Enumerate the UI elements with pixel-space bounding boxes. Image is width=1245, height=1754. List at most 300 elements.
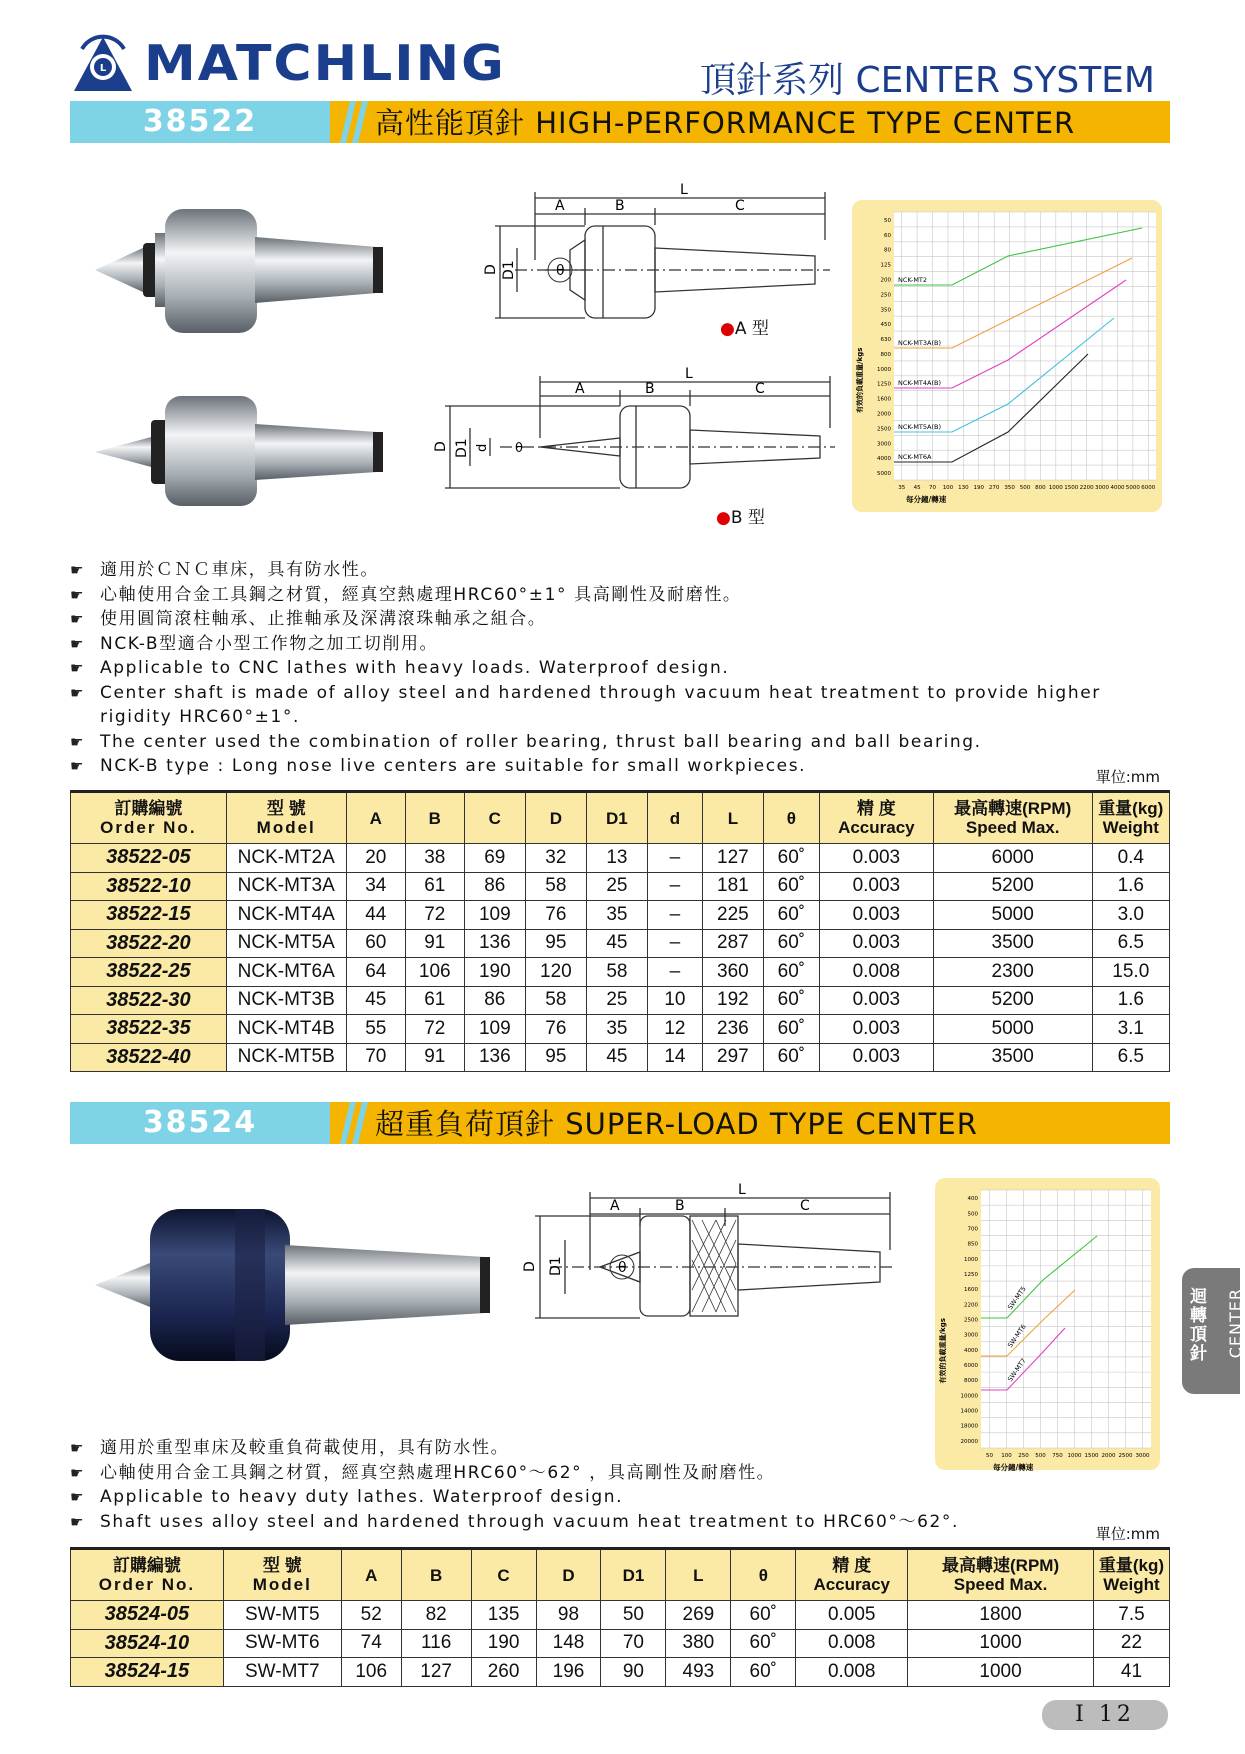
table-cell: 148 — [536, 1629, 601, 1658]
col-speed: 最高轉速(RPM) Speed Max. — [908, 1549, 1094, 1601]
table-row — [71, 929, 1170, 958]
table-cell: 25 — [586, 986, 647, 1015]
model-cell: NCK-MT3B — [226, 986, 346, 1015]
table-cell: 58 — [586, 958, 647, 987]
x-tick-label: 3000 — [1095, 485, 1110, 491]
table-cell: 192 — [702, 986, 763, 1015]
table-cell: 136 — [464, 1043, 525, 1072]
table-cell: 60˚ — [763, 901, 819, 930]
section-title: 超重負荷頂針 SUPER-LOAD TYPE CENTER — [375, 1107, 978, 1141]
matchling-logo-icon — [70, 33, 136, 95]
series-title: 頂針系列 CENTER SYSTEM — [700, 60, 1155, 101]
table-cell: 60˚ — [731, 1658, 796, 1687]
table-row — [71, 1015, 1170, 1044]
table-cell: 38 — [405, 844, 464, 873]
svg-text:θ: θ — [618, 1260, 627, 1276]
series-label: NCK-MT2 — [898, 276, 928, 284]
x-tick-label: 130 — [958, 485, 969, 491]
model-cell: SW-MT7 — [223, 1658, 341, 1687]
table-cell: – — [647, 844, 702, 873]
table-cell: 380 — [666, 1629, 731, 1658]
x-tick-label: 270 — [988, 485, 1000, 491]
table-cell: 13 — [586, 844, 647, 873]
table-cell: 109 — [464, 901, 525, 930]
y-tick-label: 14000 — [960, 1408, 978, 1415]
y-tick-label: 2200 — [964, 1302, 978, 1309]
side-tab-center[interactable] — [1182, 1268, 1245, 1394]
table-cell: 269 — [666, 1601, 731, 1630]
col-A: A — [341, 1549, 401, 1601]
series-label: NCK-MT3A(B) — [898, 339, 942, 347]
dim-L-sl: L — [738, 1182, 746, 1198]
table-cell: 25 — [586, 872, 647, 901]
dim-L: L — [680, 182, 688, 198]
table-cell: 0.008 — [819, 958, 933, 987]
table-cell: 82 — [401, 1601, 471, 1630]
col-model: 型 號 Model — [226, 792, 346, 844]
dim-A: A — [555, 198, 565, 214]
y-tick-label: 250 — [880, 292, 891, 299]
col-D: D — [536, 1549, 601, 1601]
y-tick-label: 700 — [967, 1226, 978, 1233]
x-tick-label: 500 — [1019, 485, 1031, 491]
table-cell: – — [647, 958, 702, 987]
table-cell: 72 — [405, 1015, 464, 1044]
model-cell: NCK-MT3A — [226, 872, 346, 901]
y-tick-label: 1600 — [964, 1287, 978, 1294]
table-cell: 2300 — [933, 958, 1092, 987]
pointing-hand-icon: ☛ — [70, 634, 84, 653]
y-tick-label: 2500 — [877, 426, 891, 433]
table-cell: 127 — [702, 844, 763, 873]
brand-header — [70, 32, 506, 96]
dim-D1-b: D1 — [454, 438, 470, 458]
col-theta: θ — [731, 1549, 796, 1601]
y-tick-label: 60 — [884, 232, 891, 239]
pointing-hand-icon: ☛ — [70, 1463, 84, 1482]
note-item: ☛ 心軸使用合金工具鋼之材質，經真空熱處理HRC60°～62° ，具高剛性及耐磨性。 — [70, 1461, 959, 1486]
section-code: 38522 — [70, 101, 330, 143]
x-tick-label: 2200 — [1079, 485, 1094, 491]
y-tick-label: 200 — [880, 277, 891, 284]
x-tick-label: 2500 — [1118, 1453, 1133, 1459]
x-tick-label: 45 — [913, 485, 921, 491]
series-label: NCK-MT4A(B) — [898, 379, 942, 387]
table-cell: – — [647, 901, 702, 930]
table-cell: 60 — [346, 929, 405, 958]
x-tick-label: 800 — [1035, 485, 1046, 491]
table-cell: 70 — [601, 1629, 666, 1658]
y-tick-label: 5000 — [877, 471, 891, 478]
table-cell: 60˚ — [763, 929, 819, 958]
y-tick-label: 4000 — [964, 1347, 978, 1354]
table-cell: 60˚ — [731, 1629, 796, 1658]
x-tick-label: 190 — [973, 485, 985, 491]
red-dot-icon: ● — [716, 508, 731, 528]
table-cell: 297 — [702, 1043, 763, 1072]
model-cell: NCK-MT4B — [226, 1015, 346, 1044]
table-cell: 76 — [525, 901, 586, 930]
order-number-cell: 38522-15 — [71, 901, 227, 930]
x-tick-label: 3000 — [1135, 1453, 1150, 1459]
y-tick-label: 3000 — [964, 1332, 978, 1339]
col-weight: 重量(kg) Weight — [1092, 792, 1169, 844]
y-tick-label: 10000 — [960, 1393, 978, 1400]
table-row — [71, 986, 1170, 1015]
dim-C: C — [735, 198, 745, 214]
dim-d-b: d — [475, 443, 490, 452]
note-item: ☛ NCK-B型適合小型工作物之加工切削用。 — [70, 632, 1101, 657]
table-cell: 109 — [464, 1015, 525, 1044]
x-tick-label: 4000 — [1110, 485, 1125, 491]
x-tick-label: 6000 — [1141, 485, 1156, 491]
table-cell: 136 — [464, 929, 525, 958]
dim-D-b: D — [433, 441, 449, 452]
y-tick-label: 18000 — [960, 1423, 978, 1430]
col-C: C — [471, 1549, 536, 1601]
table-cell: 74 — [341, 1629, 401, 1658]
y-axis-label: 有效的負載重量/kgs — [856, 347, 864, 413]
col-L: L — [702, 792, 763, 844]
table-cell: 0.003 — [819, 1043, 933, 1072]
y-tick-label: 1250 — [964, 1271, 978, 1278]
x-axis-label: 每分鐘/轉速 — [906, 495, 947, 504]
y-tick-label: 50 — [884, 217, 891, 224]
svg-text:L: L — [99, 63, 107, 74]
x-tick-label: 1000 — [1048, 485, 1063, 491]
table-cell: 493 — [666, 1658, 731, 1687]
table-cell: 41 — [1093, 1658, 1169, 1687]
brand-name: MATCHLING — [144, 35, 506, 93]
table-cell: – — [647, 929, 702, 958]
y-tick-label: 1250 — [877, 381, 891, 388]
table-cell: 45 — [586, 1043, 647, 1072]
col-order: 訂購編號 Order No. — [71, 792, 227, 844]
order-number-cell: 38522-20 — [71, 929, 227, 958]
col-D1: D1 — [586, 792, 647, 844]
table-cell: 0.008 — [796, 1658, 908, 1687]
table-cell: 6000 — [933, 844, 1092, 873]
table-cell: 86 — [464, 986, 525, 1015]
table-cell: 91 — [405, 929, 464, 958]
pointing-hand-icon: ☛ — [70, 1439, 84, 1457]
note-item: ☛ Shaft uses alloy steel and hardened through vacuum heat treatment to HRC60°～62°. — [70, 1510, 959, 1535]
table-cell: 58 — [525, 986, 586, 1015]
table-cell: 236 — [702, 1015, 763, 1044]
table-cell: 32 — [525, 844, 586, 873]
pointing-hand-icon: ☛ — [70, 732, 84, 751]
table-cell: 91 — [405, 1043, 464, 1072]
order-number-cell: 38522-30 — [71, 986, 227, 1015]
x-axis-label: 每分鐘/轉速 — [993, 1463, 1034, 1472]
model-cell: SW-MT6 — [223, 1629, 341, 1658]
col-A: A — [346, 792, 405, 844]
table-cell: 0.003 — [819, 929, 933, 958]
series-label: SW-MT7 — [1006, 1356, 1028, 1384]
table-cell: 90 — [601, 1658, 666, 1687]
table-cell: 0.003 — [819, 872, 933, 901]
table-cell: 60˚ — [763, 844, 819, 873]
product-image-type-a — [95, 205, 425, 345]
col-D1: D1 — [601, 1549, 666, 1601]
table-cell: 5200 — [933, 872, 1092, 901]
type-b-text: B 型 — [730, 508, 765, 528]
note-item-continuation: rigidity HRC60°±1°. — [100, 707, 300, 727]
order-number-cell: 38524-15 — [71, 1658, 224, 1687]
table-cell: 76 — [525, 1015, 586, 1044]
y-tick-label: 2000 — [877, 411, 891, 418]
order-number-cell: 38522-10 — [71, 872, 227, 901]
drawing-type-a — [485, 180, 835, 344]
col-model: 型 號 Model — [223, 1549, 341, 1601]
table-cell: 34 — [346, 872, 405, 901]
col-theta: θ — [763, 792, 819, 844]
table-cell: 60˚ — [763, 958, 819, 987]
y-tick-label: 6000 — [964, 1363, 978, 1370]
dim-C-sl: C — [800, 1198, 810, 1214]
table-cell: 260 — [471, 1658, 536, 1687]
table-cell: 0.005 — [796, 1601, 908, 1630]
col-L: L — [666, 1549, 731, 1601]
table-cell: 95 — [525, 1043, 586, 1072]
note-item: ☛ Applicable to heavy duty lathes. Waterproof design. — [70, 1485, 959, 1510]
order-number-cell: 38524-05 — [71, 1601, 224, 1630]
product-image-super-load — [95, 1205, 495, 1365]
section-bar-38524 — [70, 1102, 1170, 1144]
table-cell: 12 — [647, 1015, 702, 1044]
table-row — [71, 901, 1170, 930]
table-cell: 181 — [702, 872, 763, 901]
table-cell: 60˚ — [763, 1015, 819, 1044]
dim-A-b: A — [575, 381, 585, 397]
order-number-cell: 38524-10 — [71, 1629, 224, 1658]
table-cell: 6.5 — [1092, 1043, 1169, 1072]
y-tick-label: 500 — [967, 1211, 978, 1218]
y-tick-label: 400 — [967, 1196, 978, 1203]
note-item: ☛ 使用圓筒滾柱軸承、止推軸承及深溝滾珠軸承之組合。 — [70, 607, 1101, 632]
table-cell: 196 — [536, 1658, 601, 1687]
pointing-hand-icon: ☛ — [70, 1512, 84, 1531]
col-C: C — [464, 792, 525, 844]
series-label: NCK-MT6A — [898, 453, 932, 461]
table-cell: 360 — [702, 958, 763, 987]
y-tick-label: 1000 — [877, 366, 891, 373]
series-label: NCK-MT5A(B) — [898, 423, 942, 431]
table-cell: 35 — [586, 901, 647, 930]
y-tick-label: 350 — [880, 307, 891, 314]
note-item: ☛ 適用於重型車床及較重負荷載使用，具有防水性。 — [70, 1436, 959, 1461]
dim-L-b: L — [685, 366, 693, 382]
table-cell: 1.6 — [1092, 872, 1169, 901]
table-cell: 98 — [536, 1601, 601, 1630]
notes-section-2 — [70, 1436, 959, 1534]
pointing-hand-icon: ☛ — [70, 757, 84, 775]
table-cell: 10 — [647, 986, 702, 1015]
table-cell: 3.1 — [1092, 1015, 1169, 1044]
col-accuracy: 精 度 Accuracy — [796, 1549, 908, 1601]
table-cell: 60˚ — [731, 1601, 796, 1630]
x-tick-label: 500 — [1035, 1453, 1046, 1459]
x-tick-label: 5000 — [1125, 485, 1140, 491]
y-axis-label: 有效的負載重量/kgs — [939, 1318, 947, 1384]
table-cell: – — [647, 872, 702, 901]
note-item: ☛ The center used the combination of roller bearing, thrust ball bearing and ball bearing. — [70, 730, 1101, 755]
table-cell: 3.0 — [1092, 901, 1169, 930]
table-row — [71, 958, 1170, 987]
dim-C-b: C — [755, 381, 765, 397]
table-cell: 70 — [346, 1043, 405, 1072]
col-B: B — [405, 792, 464, 844]
pointing-hand-icon: ☛ — [70, 1488, 84, 1506]
table-cell: 86 — [464, 872, 525, 901]
table-cell: 190 — [464, 958, 525, 987]
red-dot-icon: ● — [720, 319, 735, 339]
y-tick-label: 125 — [880, 262, 891, 269]
y-tick-label: 1600 — [877, 396, 891, 403]
svg-text:θ: θ — [515, 441, 523, 456]
slash-divider-icon — [332, 101, 372, 143]
type-b-label — [716, 503, 765, 528]
y-tick-label: 3000 — [877, 441, 891, 448]
table-cell: 116 — [401, 1629, 471, 1658]
spec-table-38522 — [70, 790, 1170, 1072]
x-tick-label: 750 — [1052, 1453, 1063, 1459]
note-item: ☛ Applicable to CNC lathes with heavy loads. Waterproof design. — [70, 656, 1101, 681]
y-tick-label: 8000 — [964, 1378, 978, 1385]
svg-text:θ: θ — [556, 263, 565, 279]
col-D: D — [525, 792, 586, 844]
col-speed: 最高轉速(RPM) Speed Max. — [933, 792, 1092, 844]
table-row — [71, 1629, 1170, 1658]
y-tick-label: 850 — [967, 1241, 978, 1248]
table-cell: 7.5 — [1093, 1601, 1169, 1630]
y-tick-label: 80 — [884, 247, 891, 254]
table-cell: 61 — [405, 986, 464, 1015]
section-title: 高性能頂針 HIGH-PERFORMANCE TYPE CENTER — [375, 106, 1076, 140]
dim-D: D — [483, 264, 499, 275]
note-item: ☛ NCK-B type : Long nose live centers are suitable for small workpieces. — [70, 754, 1101, 779]
x-tick-label: 100 — [1001, 1453, 1012, 1459]
table-cell: 72 — [405, 901, 464, 930]
x-tick-label: 100 — [942, 485, 954, 491]
y-tick-label: 800 — [880, 351, 891, 358]
notes-section-1 — [70, 558, 1101, 779]
model-cell: NCK-MT5A — [226, 929, 346, 958]
table-cell: 69 — [464, 844, 525, 873]
col-weight: 重量(kg) Weight — [1093, 1549, 1169, 1601]
y-tick-label: 1000 — [964, 1256, 978, 1263]
table-row — [71, 1658, 1170, 1687]
x-tick-label: 2000 — [1101, 1453, 1116, 1459]
table-cell: 55 — [346, 1015, 405, 1044]
type-a-label — [720, 314, 769, 339]
note-item: ☛ 適用於ＣＮＣ車床，具有防水性。 — [70, 558, 1101, 583]
pointing-hand-icon: ☛ — [70, 683, 84, 702]
table-cell: 95 — [525, 929, 586, 958]
col-d: d — [647, 792, 702, 844]
table-cell: 0.003 — [819, 986, 933, 1015]
table-cell: 60˚ — [763, 986, 819, 1015]
model-cell: NCK-MT2A — [226, 844, 346, 873]
unit-label-1: 單位:mm — [1095, 768, 1160, 786]
dim-B-sl: B — [675, 1198, 685, 1214]
table-cell: 5000 — [933, 1015, 1092, 1044]
unit-label-2: 單位:mm — [1095, 1525, 1160, 1543]
table-cell: 135 — [471, 1601, 536, 1630]
table-cell: 5000 — [933, 901, 1092, 930]
dim-A-sl: A — [610, 1198, 620, 1214]
model-cell: NCK-MT6A — [226, 958, 346, 987]
x-tick-label: 1500 — [1064, 485, 1079, 491]
table-cell: 1000 — [908, 1658, 1094, 1687]
table-cell: 60˚ — [763, 1043, 819, 1072]
table-cell: 22 — [1093, 1629, 1169, 1658]
table-cell: 64 — [346, 958, 405, 987]
table-cell: 0.008 — [796, 1629, 908, 1658]
table-cell: 1.6 — [1092, 986, 1169, 1015]
x-tick-label: 350 — [1004, 485, 1015, 491]
dim-D-sl: D — [522, 1261, 538, 1272]
page-number: I 12 — [1042, 1700, 1168, 1730]
y-tick-label: 2500 — [964, 1317, 978, 1324]
x-tick-label: 50 — [986, 1453, 993, 1459]
section-bar-38522 — [70, 101, 1170, 143]
table-cell: 35 — [586, 1015, 647, 1044]
table-cell: 58 — [525, 872, 586, 901]
table-cell: 0.003 — [819, 1015, 933, 1044]
table-row — [71, 844, 1170, 873]
y-tick-label: 630 — [880, 337, 891, 344]
drawing-type-b — [433, 366, 840, 502]
section-code: 38524 — [70, 1102, 330, 1144]
table-cell: 52 — [341, 1601, 401, 1630]
x-tick-label: 35 — [898, 485, 906, 491]
order-number-cell: 38522-40 — [71, 1043, 227, 1072]
dim-D1: D1 — [501, 260, 517, 280]
col-accuracy: 精 度 Accuracy — [819, 792, 933, 844]
pointing-hand-icon: ☛ — [70, 610, 84, 628]
model-cell: NCK-MT4A — [226, 901, 346, 930]
table-cell: 106 — [405, 958, 464, 987]
table-cell: 15.0 — [1092, 958, 1169, 987]
table-row — [71, 872, 1170, 901]
table-cell: 1800 — [908, 1601, 1094, 1630]
table-row — [71, 1043, 1170, 1072]
table-cell: 14 — [647, 1043, 702, 1072]
y-tick-label: 20000 — [960, 1438, 978, 1445]
x-tick-label: 250 — [1018, 1453, 1029, 1459]
table-cell: 1000 — [908, 1629, 1094, 1658]
table-cell: 0.4 — [1092, 844, 1169, 873]
y-tick-label: 450 — [880, 322, 891, 329]
table-cell: 0.003 — [819, 844, 933, 873]
table-cell: 60˚ — [763, 872, 819, 901]
table-cell: 120 — [525, 958, 586, 987]
model-cell: NCK-MT5B — [226, 1043, 346, 1072]
note-item: ☛ 心軸使用合金工具鋼之材質，經真空熱處理HRC60°±1° 具高剛性及耐磨性。 — [70, 583, 1101, 608]
chart-1-svg — [852, 200, 1162, 512]
table-cell: 3500 — [933, 929, 1092, 958]
table-cell: 61 — [405, 872, 464, 901]
table-cell: 44 — [346, 901, 405, 930]
table-cell: 45 — [346, 986, 405, 1015]
table-cell: 127 — [401, 1658, 471, 1687]
load-speed-chart-2 — [935, 1178, 1160, 1470]
spec-table-38524 — [70, 1547, 1170, 1687]
order-number-cell: 38522-25 — [71, 958, 227, 987]
table-cell: 0.003 — [819, 901, 933, 930]
col-B: B — [401, 1549, 471, 1601]
